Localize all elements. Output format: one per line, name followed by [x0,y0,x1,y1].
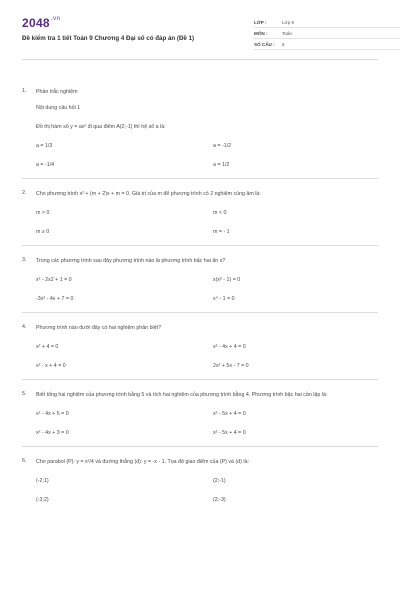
answer-option[interactable]: m > 0 [36,210,50,216]
logo-suffix: .vn [50,16,61,22]
answer-option[interactable]: a = 1/3 [36,143,53,149]
answer-option[interactable]: a = -1/2 [213,143,232,149]
meta-key: SỐ CÂU : [254,41,275,47]
question-6 [22,458,378,503]
question-list [22,60,378,503]
meta-row-count [254,39,400,50]
answer-grid [22,210,378,235]
meta-row-subject [254,28,400,39]
answer-option[interactable]: x² - 4x + 4 = 0 [213,344,246,350]
question-text: Phương trình nào dưới đây có hai nghiệm phân biệt? [36,325,162,331]
question-4 [22,324,378,369]
meta-table [254,17,400,50]
answer-option[interactable]: (2;-1) [213,478,226,484]
question-prompt: Đồ thị hàm số y = ax² đi qua điểm A(2;-1) thì hệ số a là: [36,124,166,130]
meta-value: Lớp 9 [282,19,294,25]
question-number: 2. [22,190,27,196]
answer-option[interactable]: m = - 1 [213,229,230,235]
question-text: Biết tổng hai nghiệm của phương trình bằng 5 và tích hai nghiệm của phương trình bằng 4. Phương trình bậc hai cần lập là: [36,392,328,398]
answer-option[interactable]: a = 1/2 [213,162,230,168]
question-number: 5. [22,391,27,397]
question-number: 6. [22,458,27,464]
answer-option[interactable]: x² + 4 = 0 [36,344,59,350]
answer-option[interactable]: (-2;1) [36,478,49,484]
answer-option[interactable]: m ≥ 0 [36,229,50,235]
answer-grid [22,344,378,369]
answer-option[interactable]: x² - 5x + 4 = 0 [213,411,246,417]
answer-option[interactable]: 2x² + 5x - 7 = 0 [213,363,249,369]
question-1 [22,88,378,168]
divider [22,379,378,380]
meta-row-class [254,17,400,28]
answer-option[interactable]: x(x² - 1) = 0 [213,277,241,283]
divider [22,178,378,179]
answer-option[interactable]: x² - 4x + 3 = 0 [36,430,69,436]
answer-option[interactable]: x² - 2x2 + 1 = 0 [36,277,72,283]
answer-option[interactable]: m < 0 [213,210,227,216]
divider [22,312,378,313]
question-number: 3. [22,257,27,263]
question-2 [22,190,378,235]
answer-option[interactable]: x² - 4x + 5 = 0 [36,411,69,417]
question-3 [22,257,378,302]
answer-option[interactable]: (-3;2) [36,497,49,503]
question-number: 1. [22,88,27,94]
answer-grid [22,478,378,503]
site-logo[interactable] [22,16,60,30]
answer-option[interactable]: x⁴ - 1 = 0 [213,296,235,302]
question-5 [22,391,378,436]
divider [22,446,378,447]
header [22,8,378,60]
answer-option[interactable]: x² - 5x + 4 = 0 [213,430,246,436]
answer-grid [22,143,378,168]
answer-grid [22,277,378,302]
meta-key: MÔN : [254,30,268,36]
answer-option[interactable]: -3x² - 4x + 7 = 0 [36,296,74,302]
answer-grid [22,411,378,436]
logo-main: 2048 [22,16,50,30]
question-text: Cho phương trình x² + (m + 2)x + m = 0. Giá trị của m để phương trình có 2 nghiệm cùng âm là: [36,191,261,197]
question-number: 4. [22,324,27,330]
meta-key: LỚP : [254,19,267,25]
question-text: Phần trắc nghiệm [36,89,78,95]
answer-option[interactable]: a = -1/4 [36,162,55,168]
document-title: Đề kiểm tra 1 tiết Toán 9 Chương 4 Đại số có đáp án (Đề 1) [22,35,195,42]
question-text: Trong các phương trình sau đây phương trình nào là phương trình bậc hai ẩn x? [36,258,226,264]
meta-value: Toán [282,30,292,36]
divider [22,245,378,246]
answer-option[interactable]: x² - x + 4 = 0 [36,363,66,369]
question-subtitle: Nội dung câu hỏi 1 [36,105,81,111]
meta-value: 6 [282,41,285,47]
question-text: Cho parabol (P): y = x²/4 và đường thẳng (d): y = -x - 1. Tọa độ giao điểm của (P) và (d) là: [36,459,250,465]
answer-option[interactable]: (2;-3) [213,497,226,503]
